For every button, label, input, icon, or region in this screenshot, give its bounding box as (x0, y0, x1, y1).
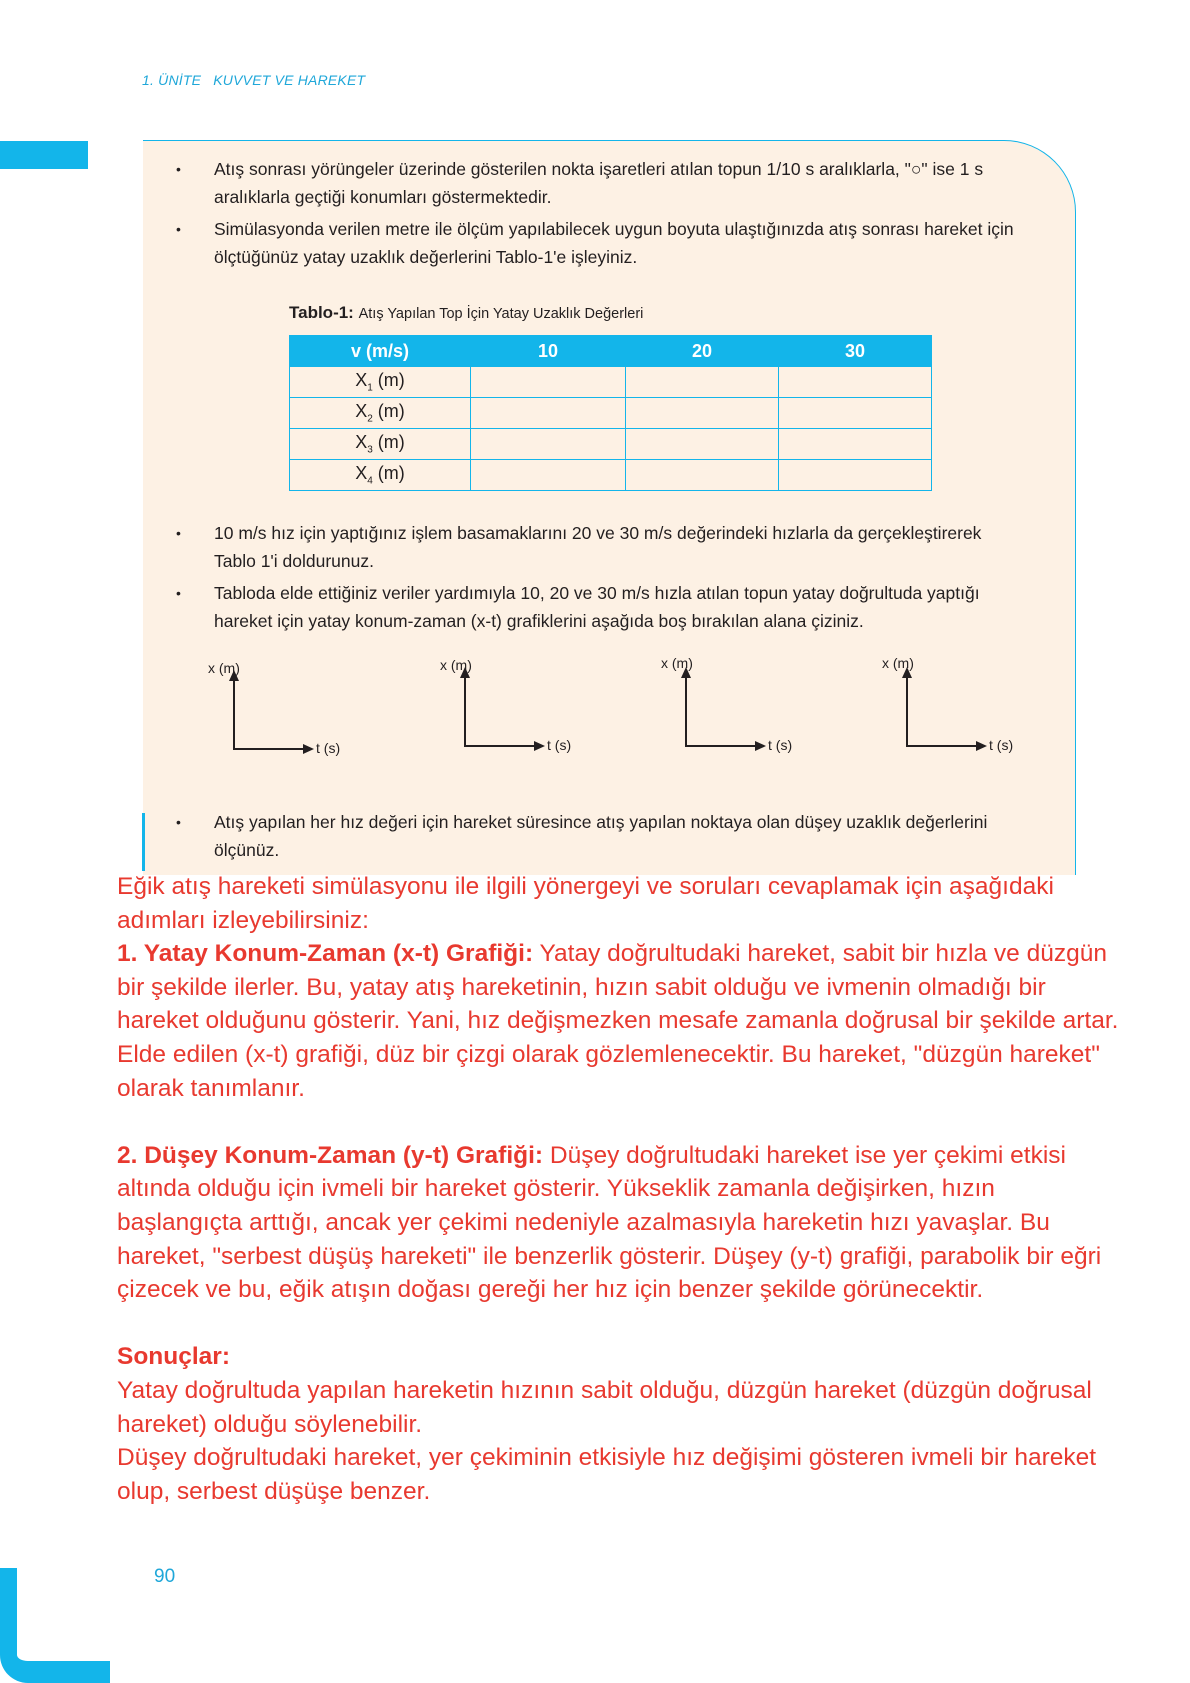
results-heading: Sonuçlar: (117, 1343, 230, 1371)
blank-graph[interactable] (208, 660, 428, 790)
table-cell[interactable] (626, 367, 779, 398)
table-caption-text: Atış Yapılan Top İçin Yatay Uzaklık Değerleri (358, 306, 644, 322)
graph-y-axis (233, 678, 235, 750)
graph-y-label: x (m) (208, 660, 240, 676)
table-caption (289, 303, 643, 323)
blank-graph[interactable] (880, 655, 1076, 785)
graph-x-label: t (s) (989, 737, 1014, 753)
table-header-cell: 30 (779, 336, 932, 367)
panel-left-accent (142, 813, 145, 871)
table-cell[interactable] (471, 460, 626, 491)
row-label: $X_1$ (m) (290, 367, 471, 398)
row-label: $X_4$ (m) (290, 460, 471, 491)
bullet-item: • Atış yapılan her hız değeri için hareket süresince atış yapılan noktaya olan düşey uzaklık değerlerini ölçünüz. (167, 808, 1027, 864)
bullet-list-middle (167, 519, 1027, 639)
result-1: Yatay doğrultuda yapılan hareketin hızının sabit olduğu, düzgün hareket (düzgün doğrusal hareket) olduğu söylenebilir. (117, 1376, 1092, 1438)
table-caption-label: Tablo-1: (289, 303, 354, 322)
x-axis-arrow-icon (303, 744, 314, 754)
answer-intro: Eğik atış hareketi simülasyonu ile ilgili yönergeyi ve soruları cevaplamak için aşağıdaki adımları izleyebilirsiniz: (117, 873, 1054, 934)
bullet-item: • Simülasyonda verilen metre ile ölçüm yapılabilecek uygun boyuta ulaştığınızda atış sonrası hareket için ölçtüğünüz yatay uzaklık değerlerini Tablo-1'e işleyiniz. (167, 215, 1027, 271)
table-cell[interactable] (471, 429, 626, 460)
x-axis-arrow-icon (976, 741, 987, 751)
unit-label: 1. ÜNİTE (142, 72, 202, 88)
page-number: 90 (154, 1566, 176, 1587)
graph-y-label: x (m) (440, 657, 472, 673)
x-axis-arrow-icon (755, 741, 766, 751)
table-cell[interactable] (471, 398, 626, 429)
paragraph-1-text: Yatay doğrultudaki hareket, sabit bir hızla ve düzgün bir şekilde ilerler. Bu, yatay atış hareketinin, hızın sabit olduğu ve ivmenin olmadığı bir hareket olduğunu gösterir. Yani, hız değişmezken mesafe zamanla doğrusal bir şekilde artar. Elde edilen (x-t) grafiği, düz bir çizgi olarak gözlemlenecektir. Bu hareket, "düzgün hareket" olarak tanımlanır. (117, 940, 1119, 1102)
activity-panel (143, 140, 1076, 875)
graph-y-axis (685, 675, 687, 747)
bullet-item: • Atış sonrası yörüngeler üzerinde gösterilen nokta işaretleri atılan topun 1/10 s aralıklarla, "○" ise 1 s aralıklarla geçtiği konumları göstermektedir. (167, 155, 1027, 211)
result-2: Düşey doğrultudaki hareket, yer çekiminin etkisiyle hız değişimi gösteren ivmeli bir hareket olup, serbest düşüşe benzer. (117, 1444, 1097, 1505)
bullet-item: • 10 m/s hız için yaptığınız işlem basamaklarını 20 ve 30 m/s değerindeki hızlarla da gerçekleştirerek Tablo 1'i doldurunuz. (167, 519, 1027, 575)
graph-y-axis (906, 675, 908, 747)
data-table (289, 335, 932, 491)
x-axis-arrow-icon (534, 741, 545, 751)
row-label: $X_3$ (m) (290, 429, 471, 460)
paragraph-2-title: 2. Düşey Konum-Zaman (y-t) Grafiği: (117, 1141, 544, 1169)
table-cell[interactable] (626, 460, 779, 491)
graph-x-axis (906, 745, 976, 747)
graph-x-label: t (s) (768, 737, 793, 753)
graph-y-axis (464, 675, 466, 747)
table-header-cell: 20 (626, 336, 779, 367)
graph-x-label: t (s) (316, 740, 341, 756)
table-header-cell: 10 (471, 336, 626, 367)
unit-title: KUVVET VE HAREKET (213, 72, 366, 88)
table-header-cell: v (m/s) (290, 336, 471, 367)
graph-x-axis (685, 745, 755, 747)
table-cell[interactable] (626, 429, 779, 460)
table-cell[interactable] (779, 460, 932, 491)
graph-y-label: x (m) (661, 655, 693, 671)
side-tab-decoration (0, 141, 88, 169)
graph-x-axis (233, 748, 303, 750)
table-cell[interactable] (779, 429, 932, 460)
table-header-row (290, 336, 932, 367)
graph-x-axis (464, 745, 534, 747)
row-label: $X_2$ (m) (290, 398, 471, 429)
table-row (290, 367, 932, 398)
blank-graph[interactable] (438, 657, 658, 787)
bullet-item: • Tabloda elde ettiğiniz veriler yardımıyla 10, 20 ve 30 m/s hızla atılan topun yatay doğrultuda yaptığı hareket için yatay konum-zaman (x-t) grafiklerini aşağıda boş bırakılan alana çiziniz. (167, 579, 1027, 635)
table-row (290, 429, 932, 460)
corner-decoration (0, 1568, 110, 1683)
answer-paragraph-1 (117, 937, 1127, 1105)
answer-text (117, 870, 1127, 1508)
graph-x-label: t (s) (547, 737, 572, 753)
paragraph-1-title: 1. Yatay Konum-Zaman (x-t) Grafiği: (117, 940, 534, 968)
page-header (142, 72, 373, 88)
table-row (290, 460, 932, 491)
paragraph-2-text: Düşey doğrultudaki hareket ise yer çekimi etkisi altında olduğu için ivmeli bir hareket gösterir. Yükseklik zamanla değişirken, hızın başlangıçta arttığı, ancak yer çekimi nedeniyle azalmasıyla hareketin hızı yavaşlar. Bu hareket, "serbest düşüş hareketi" ile benzerlik gösterir. Düşey (y-t) grafiği, parabolik bir eğri çizecek ve bu, eğik atışın doğası gereği her hız için benzer şekilde görünecektir. (117, 1141, 1102, 1304)
bullet-list-bottom (167, 808, 1027, 868)
table-cell[interactable] (779, 398, 932, 429)
table-cell[interactable] (779, 367, 932, 398)
blank-graph[interactable] (659, 655, 879, 785)
graph-y-label: x (m) (882, 655, 914, 671)
blank-graphs-area (143, 655, 1076, 800)
table-cell[interactable] (626, 398, 779, 429)
table-cell[interactable] (471, 367, 626, 398)
table-row (290, 398, 932, 429)
answer-paragraph-2 (117, 1139, 1127, 1307)
bullet-list-top (167, 155, 1027, 275)
